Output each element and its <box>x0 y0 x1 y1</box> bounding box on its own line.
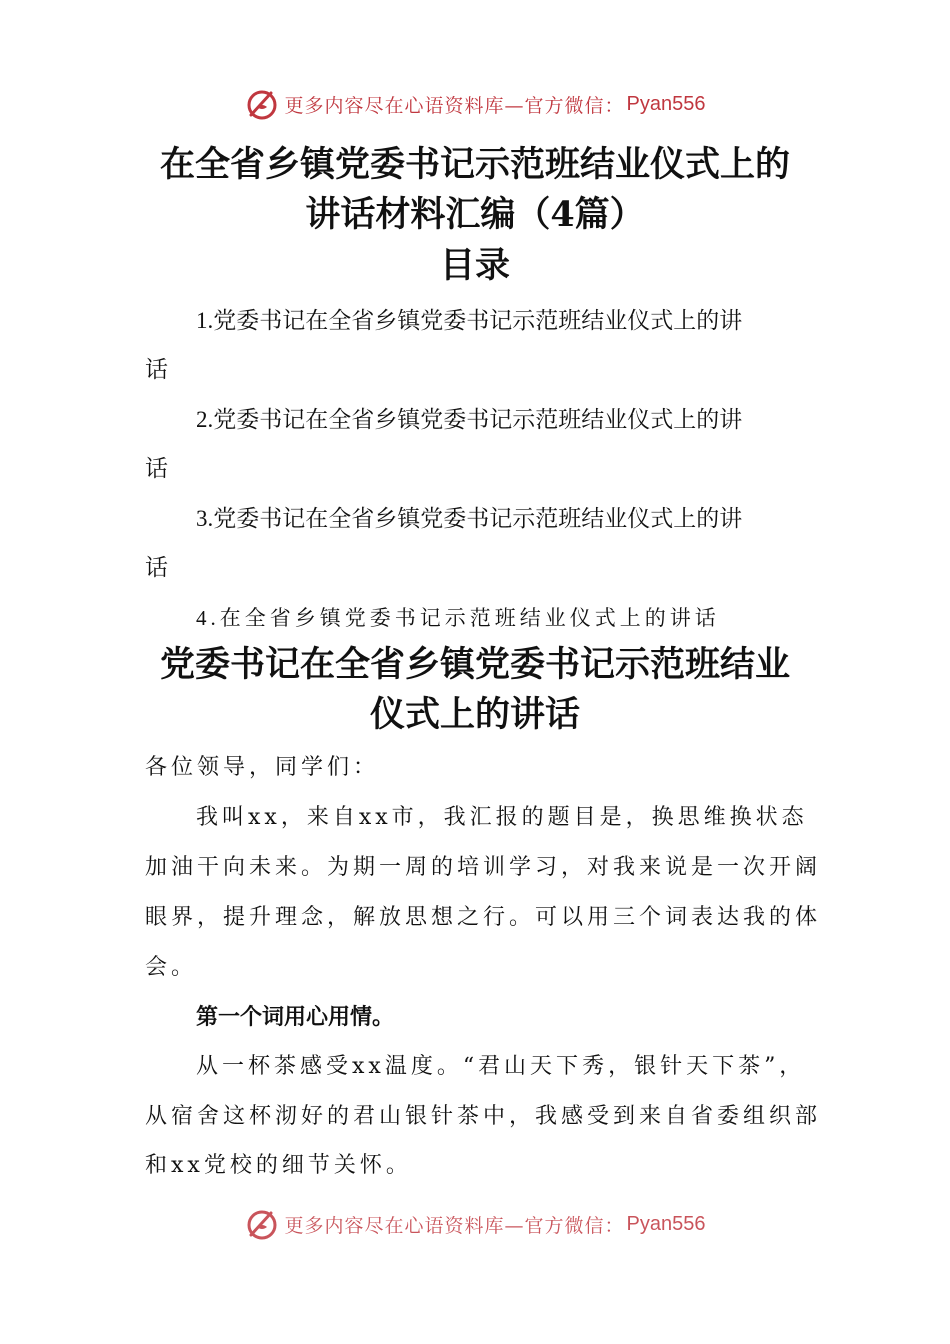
document-title-line-2: 讲话材料汇编（4篇） <box>305 194 645 235</box>
pen-circle-logo <box>245 1207 279 1241</box>
toc-item-1 <box>196 306 742 336</box>
toc-item-2 <box>196 405 742 435</box>
toc-item-2-continued: 话 <box>145 456 168 482</box>
toc-heading: 目录 <box>439 245 510 286</box>
pen-circle-logo <box>245 87 279 121</box>
article-title-line-1: 党委书记在全省乡镇党委书记示范班结业 <box>159 644 790 685</box>
paragraph-2-line-3: 和xx党校的细节关怀。 <box>145 1153 412 1178</box>
toc-item-text: 在全省乡镇党委书记示范班结业仪式上的讲话 <box>219 606 720 630</box>
toc-item-number: 2. <box>196 407 214 432</box>
document-title-line-1: 在全省乡镇党委书记示范班结业仪式上的 <box>159 144 790 185</box>
toc-item-3-continued: 话 <box>145 555 168 581</box>
paragraph-2-line-1: 从一杯茶感受xx温度。“君山天下秀，银针天下茶”， <box>196 1054 806 1079</box>
watermark-wechat-id: Pyan556 <box>626 1212 706 1235</box>
watermark-banner-top <box>0 84 950 124</box>
paragraph-1-line-1: 我叫xx，来自xx市，我汇报的题目是，换思维换状态 <box>196 805 808 830</box>
toc-item-number: 3. <box>196 506 214 531</box>
paragraph-1-line-4: 会。 <box>145 955 198 980</box>
watermark-text: 更多内容尽在心语资料库—官方微信： <box>284 94 625 117</box>
toc-item-3 <box>196 504 742 534</box>
paragraph-1-line-3: 眼界，提升理念，解放思想之行。可以用三个词表达我的体 <box>145 905 822 930</box>
toc-item-number: 4. <box>196 606 220 630</box>
toc-item-1-continued: 话 <box>145 357 168 383</box>
watermark-text: 更多内容尽在心语资料库—官方微信： <box>284 1214 625 1237</box>
article-title-line-2: 仪式上的讲话 <box>369 694 580 735</box>
toc-item-number: 1. <box>196 308 214 333</box>
subheading: 第一个词用心用情。 <box>196 1005 395 1030</box>
paragraph-1-line-2: 加油干向未来。为期一周的培训学习，对我来说是一次开阔 <box>145 855 822 880</box>
toc-item-4 <box>196 603 720 633</box>
paragraph-2-line-2: 从宿舍这杯沏好的君山银针茶中，我感受到来自省委组织部 <box>145 1104 822 1129</box>
toc-item-text: 党委书记在全省乡镇党委书记示范班结业仪式上的讲 <box>213 308 743 334</box>
greeting: 各位领导，同学们： <box>145 755 380 780</box>
watermark-banner-bottom <box>0 1204 950 1244</box>
toc-item-text: 党委书记在全省乡镇党委书记示范班结业仪式上的讲 <box>213 506 743 532</box>
toc-item-text: 党委书记在全省乡镇党委书记示范班结业仪式上的讲 <box>213 407 743 433</box>
watermark-wechat-id: Pyan556 <box>626 92 706 115</box>
